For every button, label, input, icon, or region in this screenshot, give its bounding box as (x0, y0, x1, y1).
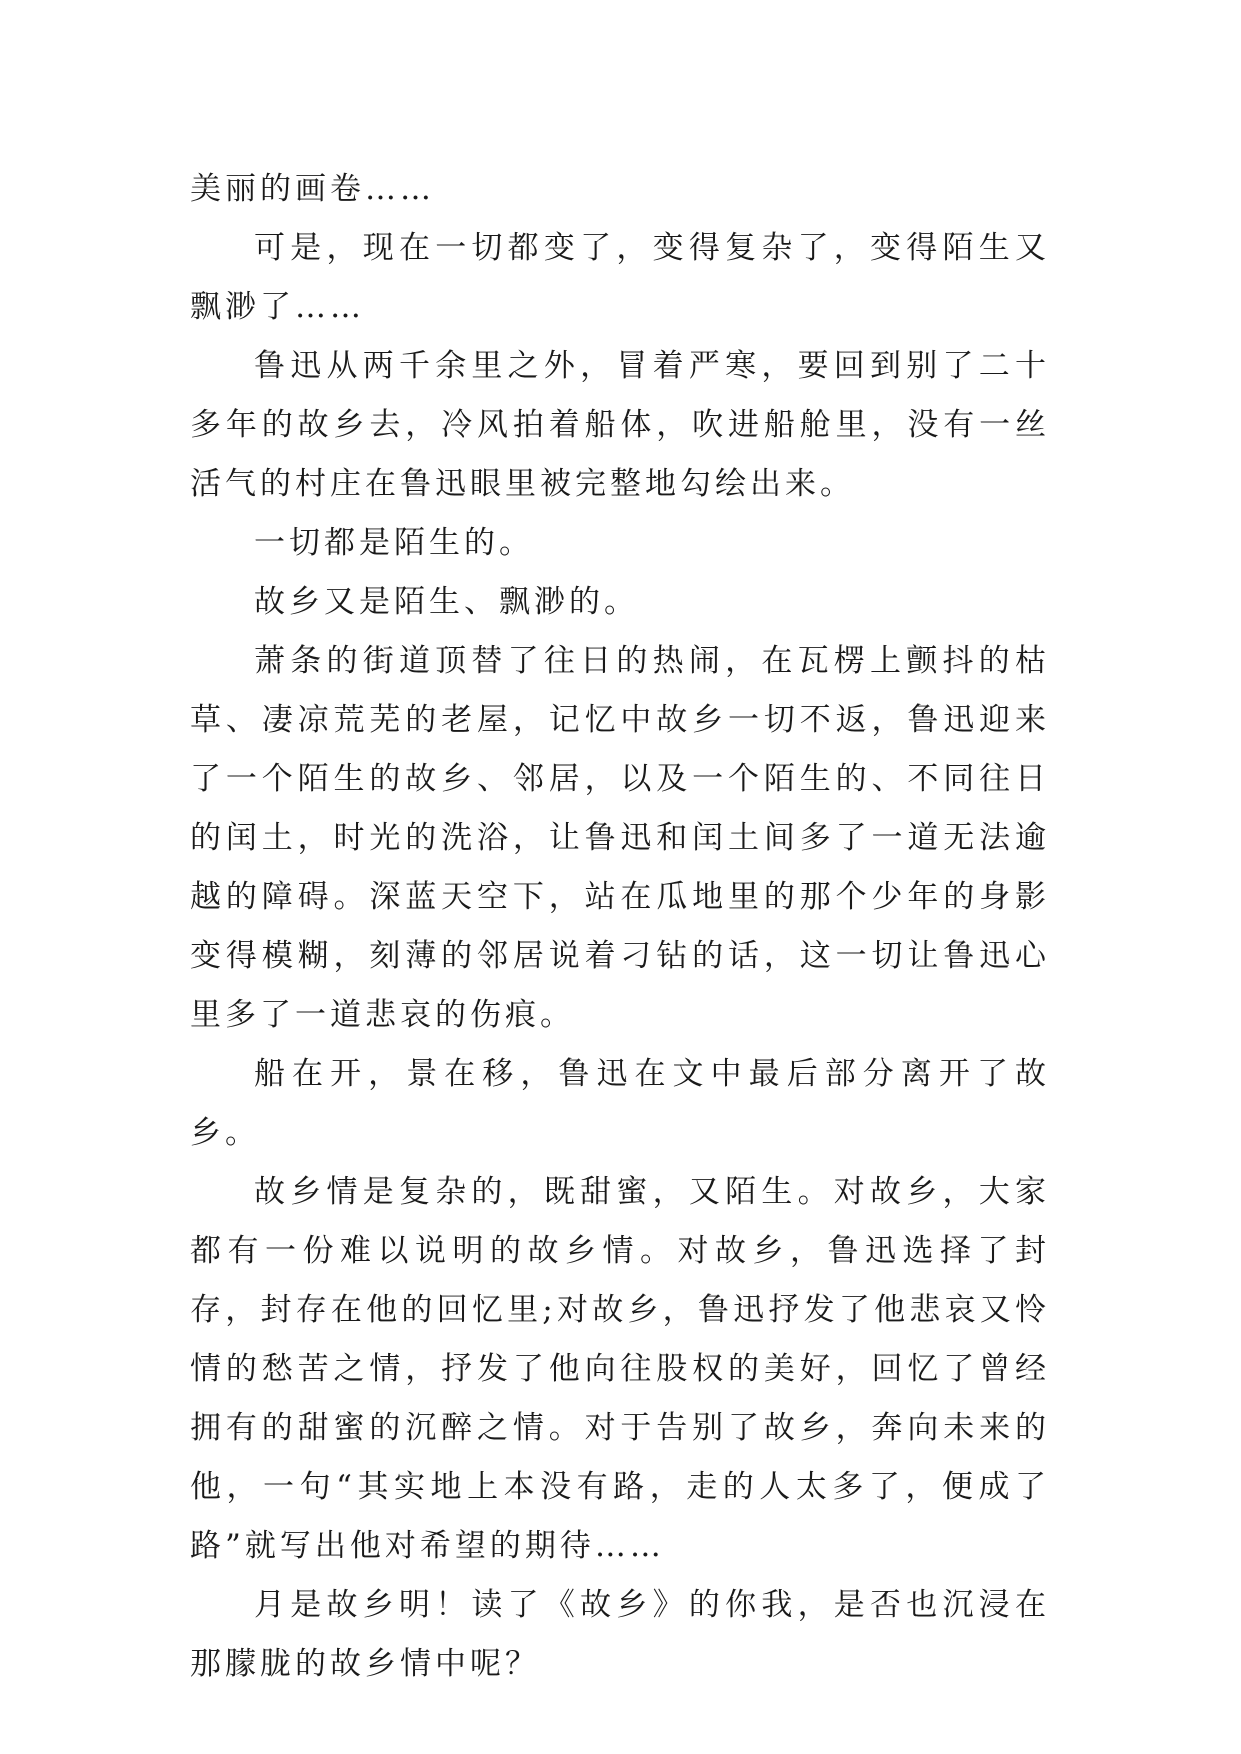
paragraph: 可是，现在一切都变了，变得复杂了，变得陌生又飘渺了…… (190, 230, 1050, 325)
paragraph: 故乡情是复杂的，既甜蜜，又陌生。对故乡，大家都有一份难以说明的故乡情。对故乡，鲁迅选择了封存，封存在他的回忆里;对故乡，鲁迅抒发了他悲哀又怜情的愁苦之情，抒发了他向往股权的美好，回忆了曾经拥有的甜蜜的沉醉之情。对于告别了故乡，奔向未来的他，一句“其实地上本没有路，走的人太多了，便成了路”就写出他对希望的期待…… (190, 1174, 1050, 1564)
paragraph: 萧条的街道顶替了往日的热闹，在瓦楞上颤抖的枯草、凄凉荒芜的老屋，记忆中故乡一切不返，鲁迅迎来了一个陌生的故乡、邻居，以及一个陌生的、不同往日的闰土，时光的洗浴，让鲁迅和闰土间多了一道无法逾越的障碍。深蓝天空下，站在瓜地里的那个少年的身影变得模糊，刻薄的邻居说着刁钻的话，这一切让鲁迅心里多了一道悲哀的伤痕。 (190, 643, 1050, 1033)
document-body (190, 160, 1050, 1694)
paragraph: 鲁迅从两千余里之外，冒着严寒，要回到别了二十多年的故乡去，冷风拍着船体，吹进船舱里，没有一丝活气的村庄在鲁迅眼里被完整地勾绘出来。 (190, 348, 1050, 502)
paragraph: 故乡又是陌生、飘渺的。 (254, 584, 639, 620)
paragraph: 一切都是陌生的。 (254, 525, 534, 561)
paragraph: 船在开，景在移，鲁迅在文中最后部分离开了故乡。 (190, 1056, 1050, 1151)
paragraph: 美丽的画卷…… (190, 171, 435, 207)
paragraph: 月是故乡明！读了《故乡》的你我，是否也沉浸在那朦胧的故乡情中呢？ (190, 1587, 1050, 1682)
